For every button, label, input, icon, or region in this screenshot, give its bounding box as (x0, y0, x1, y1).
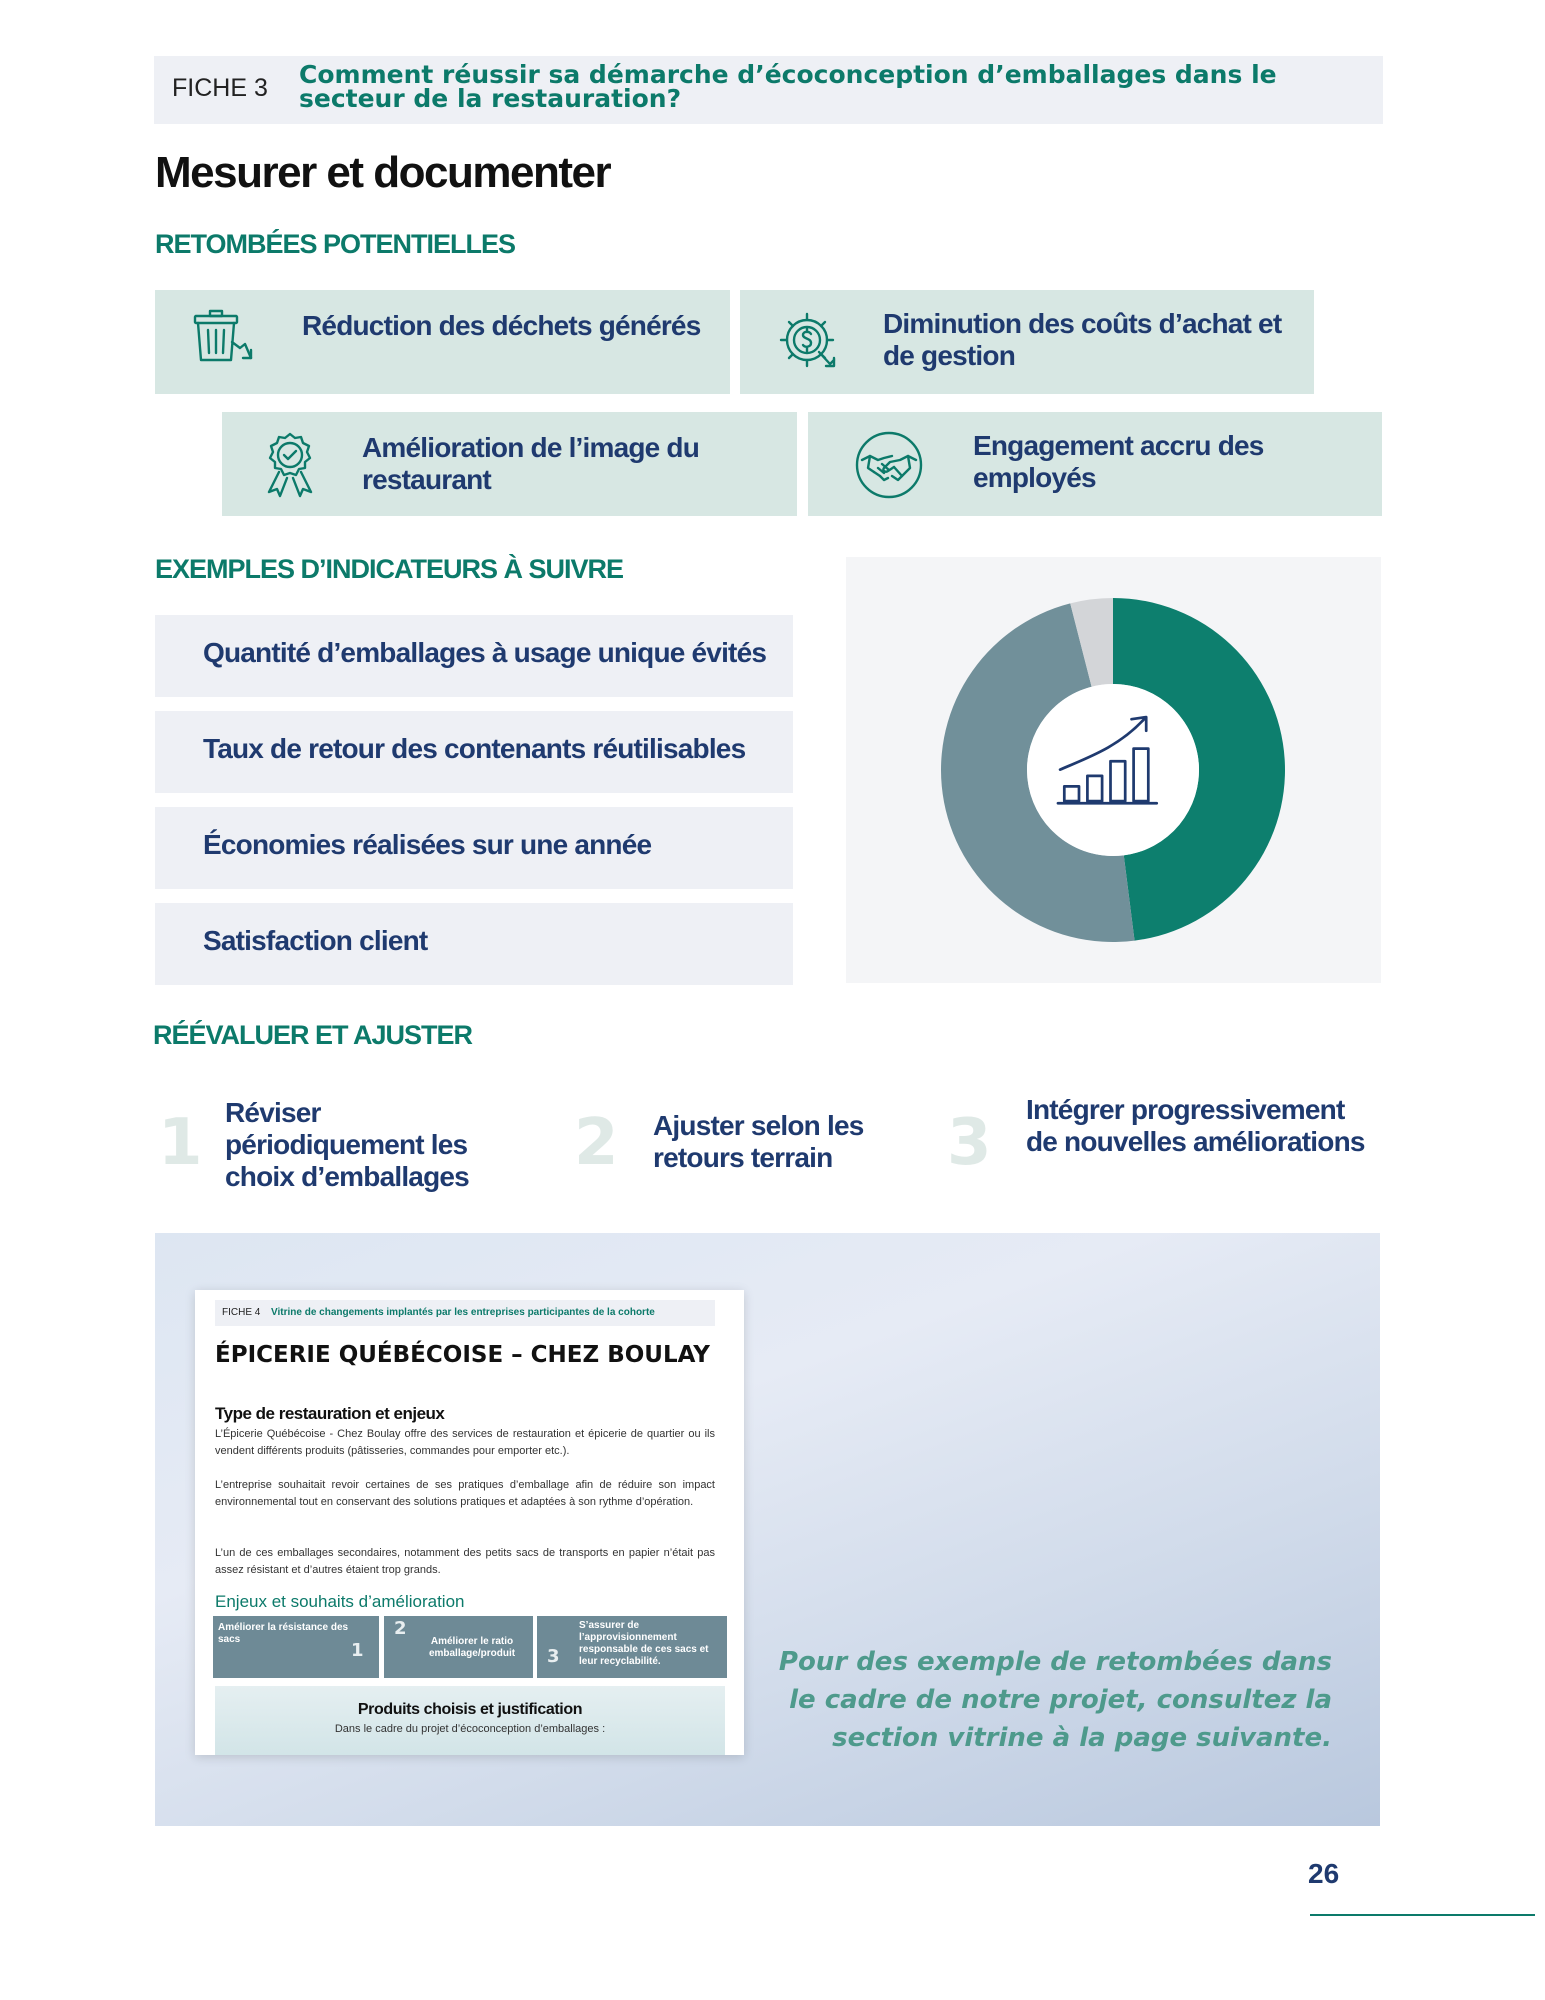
benefit-label: Amélioration de l’image du restaurant (362, 432, 700, 495)
next-page-thumbnail[interactable] (195, 1290, 744, 1755)
thumb-paragraph: L’un de ces emballages secondaires, notamment des petits sacs de transports en papier n’était pas assez résistant et d’autres étaient trop grands. (215, 1547, 715, 1576)
thumb-paragraph: L’Épicerie Québécoise - Chez Boulay offre des services de restauration et épicerie de quartier ou ils vendent différents produits (pâtisseries, commandes pour emporter etc.). (215, 1428, 715, 1457)
step-number: 3 (947, 1106, 992, 1180)
indicator-item (155, 615, 793, 697)
step-text: Réviser périodiquement les choix d’emballages (225, 1097, 469, 1192)
thumb-products-title: Produits choisis et justification (357, 1701, 583, 1718)
step-number: 1 (158, 1106, 203, 1180)
footer-rule (1310, 1914, 1535, 1916)
award-ribbon-icon (255, 430, 325, 500)
indicator-label: Satisfaction client (203, 925, 428, 956)
handshake-icon (854, 430, 924, 500)
donut-chart (846, 557, 1381, 983)
page-title: Mesurer et documenter (155, 148, 611, 197)
indicator-item (155, 807, 793, 889)
thumb-heading: ÉPICERIE QUÉBÉCOISE – CHEZ BOULAY (215, 1342, 710, 1368)
thumb-goal-text: Améliorer la résistance des sacs (218, 1622, 349, 1645)
step-text: Ajuster selon les retours terrain (653, 1110, 864, 1173)
benefit-label: Réduction des déchets générés (302, 310, 701, 341)
vitrine-promo (155, 1233, 1380, 1826)
vitrine-callout: Pour des exemple de retombées dans le cadre de notre projet, consultez la section vitrine à la page suivante. (778, 1647, 1332, 1753)
indicator-label: Quantité d’emballages à usage unique évités (203, 637, 767, 668)
thumb-fiche-number: FICHE 4 (222, 1307, 261, 1318)
retombees-heading: RETOMBÉES POTENTIELLES (155, 229, 516, 259)
thumb-goal-number: 3 (547, 1646, 560, 1667)
thumb-goal-box (213, 1616, 379, 1678)
reevaluer-heading: RÉÉVALUER ET AJUSTER (153, 1020, 473, 1050)
indicateurs-heading: EXEMPLES D’INDICATEURS À SUIVRE (155, 554, 624, 584)
benefit-label: Diminution des coûts d’achat et de gestion (883, 308, 1282, 371)
thumb-products-box (215, 1686, 725, 1755)
thumb-fiche-header (215, 1300, 715, 1326)
thumb-subheading-2: Enjeux et souhaits d’amélioration (215, 1592, 465, 1611)
page-number: 26 (1308, 1858, 1340, 1889)
fiche-number: FICHE 3 (172, 74, 268, 102)
chart-panel (846, 557, 1381, 983)
thumb-goal-text: S’assurer de l’approvisionnement responsable de ces sacs et leur recyclabilité. (579, 1620, 709, 1667)
thumb-subheading: Type de restauration et enjeux (215, 1404, 445, 1423)
benefit-card-image (222, 412, 797, 516)
trash-icon (185, 308, 255, 378)
benefit-card-engagement (808, 412, 1382, 516)
indicator-label: Taux de retour des contenants réutilisables (203, 733, 746, 764)
benefit-card-dechets (155, 290, 730, 394)
thumb-goal-box (537, 1616, 727, 1678)
donut-hole (1027, 684, 1199, 856)
step-number: 2 (574, 1106, 619, 1180)
fiche-title: Comment réussir sa démarche d’écoconception d’emballages dans le secteur de la restauration? (299, 60, 1277, 113)
thumb-goal-text: Améliorer le ratio emballage/produit (428, 1636, 516, 1659)
benefit-card-couts (740, 290, 1314, 394)
thumb-goal-number: 2 (394, 1618, 407, 1639)
thumb-goal-box (384, 1616, 533, 1678)
indicator-item (155, 711, 793, 793)
thumb-goal-number: 1 (351, 1640, 364, 1661)
benefit-label: Engagement accru des employés (973, 430, 1264, 493)
thumb-fiche-title: Vitrine de changements implantés par les entreprises participantes de la cohorte (271, 1307, 655, 1318)
step-text: Intégrer progressivement de nouvelles améliorations (1026, 1094, 1365, 1157)
cost-gear-icon (774, 308, 844, 378)
thumb-products-subtitle: Dans le cadre du projet d’écoconception d’emballages : (334, 1723, 606, 1735)
fiche-header (154, 56, 1383, 124)
indicator-item (155, 903, 793, 985)
indicator-label: Économies réalisées sur une année (203, 829, 652, 860)
thumb-paragraph: L’entreprise souhaitait revoir certaines de ses pratiques d’emballage afin de réduire son impact environnemental tout en conservant des solutions pratiques et adaptées à son rythme d’opération. (215, 1479, 715, 1508)
